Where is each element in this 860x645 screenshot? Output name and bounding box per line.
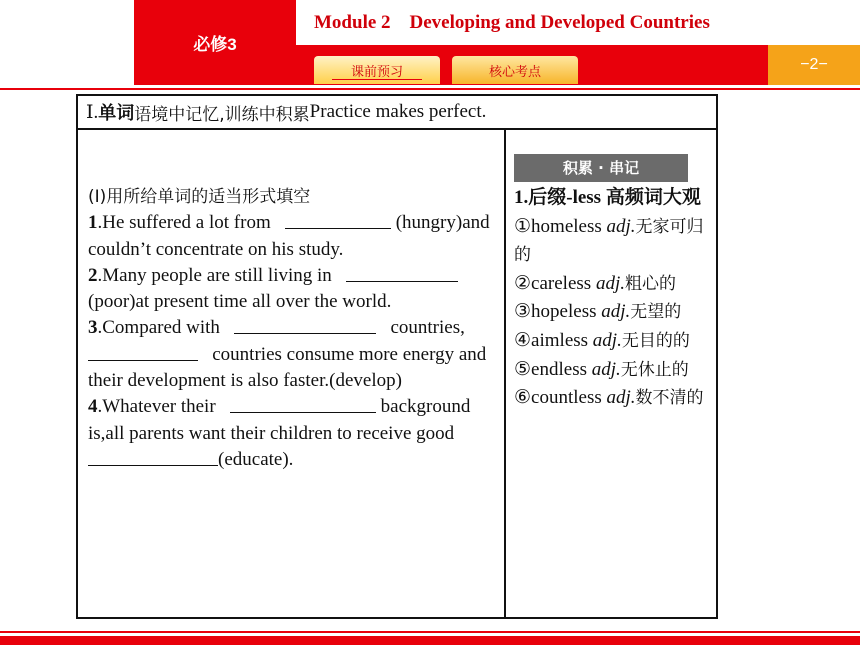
q4-text-c: (educate). <box>218 448 294 470</box>
notes-column <box>514 154 706 413</box>
section-motto: Practice makes perfect. <box>309 101 487 122</box>
q3-text-a: .Compared with <box>97 317 220 339</box>
q1-number: 1 <box>88 212 98 234</box>
note-mark: ④ <box>514 329 532 351</box>
q1-answer-blank[interactable] <box>285 210 391 229</box>
note-mark: ② <box>514 272 532 294</box>
note-item <box>514 384 706 413</box>
q3-answer-blank-1[interactable] <box>234 315 376 334</box>
section-heading-bold: 单词 <box>98 103 135 124</box>
q2-answer-blank[interactable] <box>346 263 458 282</box>
note-meaning: 无休止的 <box>620 359 689 380</box>
tab-preview[interactable] <box>314 56 440 84</box>
exercise-column <box>88 184 500 473</box>
q4-answer-blank-1[interactable] <box>230 394 376 413</box>
q1-text-a: .He suffered a lot from <box>97 212 271 234</box>
section-heading-rest: 语境中记忆,训练中积累 <box>134 104 310 125</box>
book-label: 必修3 <box>134 0 296 85</box>
notes-tag: 积累 · 串记 <box>514 154 688 182</box>
question-3 <box>88 315 500 394</box>
q1-text-b: (hungry)and couldn’t concentrate on his study. <box>88 212 490 260</box>
q2-text-a: .Many people are still living in <box>97 264 332 286</box>
footer-band <box>0 636 860 645</box>
note-meaning: 无望的 <box>630 302 682 323</box>
note-item <box>514 356 706 385</box>
header-left-spacer <box>0 0 134 85</box>
note-pos: adj. <box>592 329 622 351</box>
q3-text-c: countries consume more energy and their development is also faster.(develop) <box>88 343 487 392</box>
notes-title: 1.后缀-less 高频词大观 <box>514 187 701 208</box>
note-pos: adj. <box>591 358 621 380</box>
question-4 <box>88 394 500 473</box>
note-pos: adj. <box>606 387 636 409</box>
content-box <box>76 94 718 619</box>
note-item <box>514 270 706 299</box>
note-mark: ⑤ <box>514 358 532 380</box>
q3-answer-blank-2[interactable] <box>88 342 198 361</box>
q2-text-b: (poor)at present time all over the world. <box>88 291 392 313</box>
q3-number: 3 <box>88 317 98 339</box>
section-heading <box>78 96 716 130</box>
tab-key-points-label: 核心考点 <box>488 63 541 79</box>
q2-number: 2 <box>88 264 98 286</box>
note-pos: adj. <box>601 301 631 323</box>
note-mark: ③ <box>514 301 532 323</box>
question-1 <box>88 210 500 263</box>
note-item <box>514 327 706 356</box>
note-meaning: 粗心的 <box>624 273 676 294</box>
exercise-title: (Ⅰ)用所给单词的适当形式填空 <box>88 187 311 207</box>
note-item <box>514 298 706 327</box>
tab-key-points[interactable] <box>452 56 578 84</box>
note-word: countless <box>531 387 602 409</box>
note-word: careless <box>531 272 592 294</box>
footer-line <box>0 631 860 633</box>
note-meaning: 数不清的 <box>635 388 704 409</box>
q4-number: 4 <box>88 396 98 418</box>
note-pos: adj. <box>595 272 625 294</box>
note-meaning: 无目的的 <box>621 330 690 351</box>
note-word: aimless <box>531 329 589 351</box>
q4-text-a: .Whatever their <box>97 396 216 418</box>
note-pos: adj. <box>606 215 636 237</box>
note-word: hopeless <box>531 301 597 323</box>
note-word: homeless <box>531 215 602 237</box>
module-title: Module 2 Developing and Developed Countries <box>314 12 710 33</box>
question-2 <box>88 263 500 316</box>
q4-answer-blank-2[interactable] <box>88 447 218 466</box>
q4-text-b: background is,all parents want their children to receive good <box>88 396 471 444</box>
note-word: endless <box>531 358 587 380</box>
tab-preview-label: 课前预习 <box>350 63 403 79</box>
note-item <box>514 213 706 270</box>
q3-text-b: countries, <box>390 317 465 339</box>
note-meaning: 无家可归的 <box>514 216 704 266</box>
section-numeral: Ⅰ. <box>86 101 99 123</box>
column-divider <box>504 128 506 617</box>
header-divider <box>0 88 860 90</box>
page-number: −2− <box>768 45 860 85</box>
note-mark: ① <box>514 215 532 237</box>
note-mark: ⑥ <box>514 387 532 409</box>
